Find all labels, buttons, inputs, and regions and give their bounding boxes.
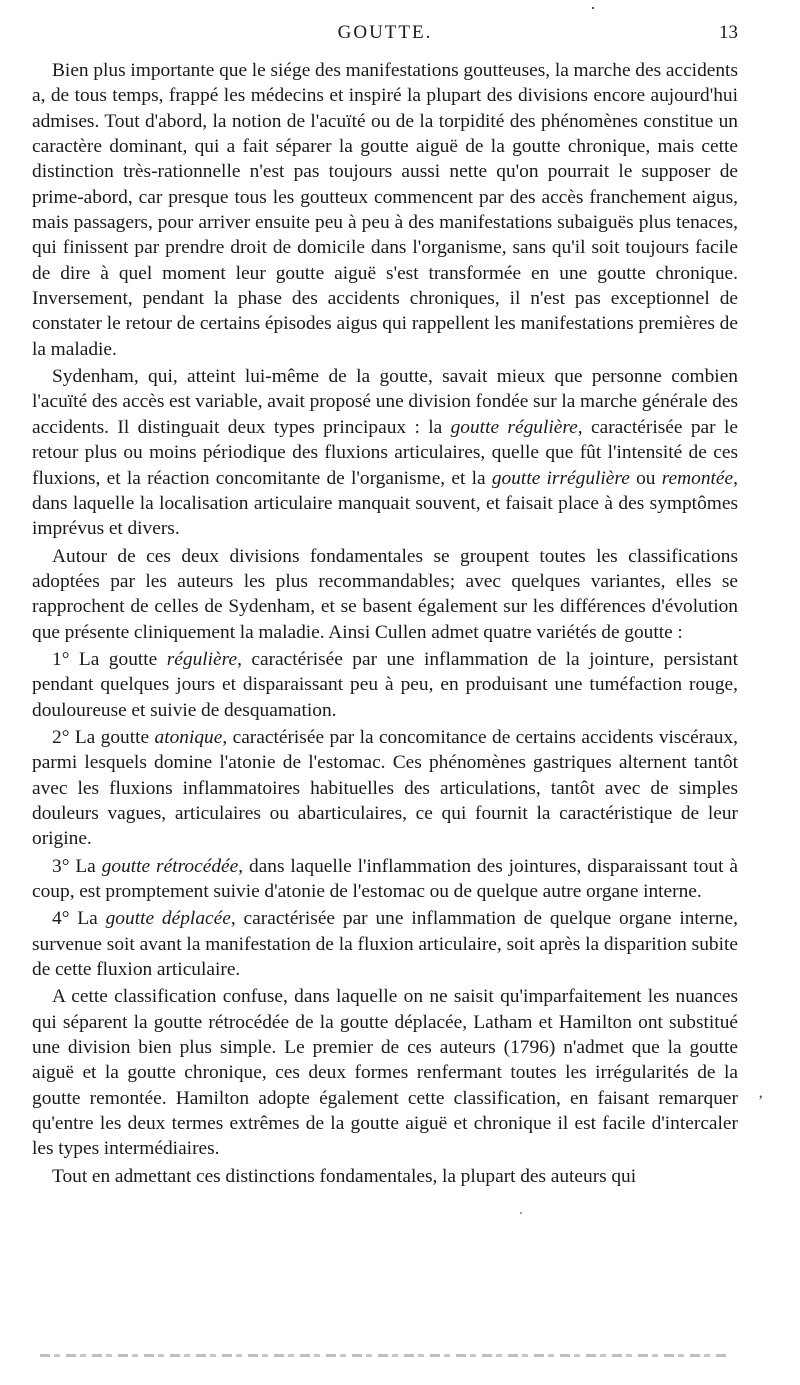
paragraph	[32, 647, 738, 723]
paragraph	[32, 906, 738, 982]
page-number: 13	[719, 22, 738, 43]
running-head	[32, 22, 738, 48]
text-run: , dans laquelle la localisation articulaire manquait souvent, et faisait place à des symptômes imprévus et divers.	[32, 467, 739, 540]
paragraph	[32, 725, 738, 852]
italic-term: goutte déplacée	[105, 908, 231, 930]
text-run: ou	[629, 467, 662, 489]
text-run: , caractérisée par une inflammation de quelque organe interne, survenue soit avant la manifestation de la fluxion articulaire, soit après la disparition subite de cette fluxion articulaire.	[32, 908, 739, 981]
text-run: 2° La goutte	[52, 726, 155, 748]
text-run: Sydenham, qui, atteint lui-même de la goutte, savait mieux que personne combien l'acuïté des accès est variable, avait proposé une division fondée sur la marche générale des accidents. Il distinguait deux types principaux : la	[32, 366, 738, 438]
paragraph	[32, 854, 738, 905]
paragraph	[32, 544, 738, 645]
paragraph	[32, 364, 738, 541]
text-run: , dans laquelle l'inflammation des jointures, disparaissant tout à coup, est promptement suivie d'atonie de l'estomac ou de quelque autre organe interne.	[32, 855, 738, 902]
text-run: , caractérisée par le retour plus ou moins périodique des fluxions articulaires, quelle que fût l'intensité de ces fluxions, et la réaction concomitante de l'organisme, et la	[32, 416, 738, 489]
paragraph	[32, 1164, 738, 1189]
text-run: Tout en admettant ces distinctions fondamentales, la plupart des auteurs qui	[52, 1165, 637, 1187]
running-title: GOUTTE.	[337, 22, 433, 43]
marginal-mark: ʼ	[758, 1093, 764, 1110]
italic-term: goutte régulière	[450, 416, 578, 438]
bleed-through-line	[40, 1354, 730, 1357]
italic-term: remontée	[661, 467, 734, 489]
text-run: Autour de ces deux divisions fondamentales se groupent toutes les classifications adoptées par les auteurs les plus recommandables; avec quelques variantes, elles se rapprochent de celles de Sydenham, et se basent également sur les différences d'évolution que présente cliniquement la maladie. Ainsi Cullen admet quatre variétés de goutte :	[32, 545, 738, 643]
text-run: , caractérisée par la concomitance de certains accidents viscéraux, parmi lesquels domine l'atonie de l'estomac. Ces phénomènes gastriques alternent tantôt avec les fluxions inflammatoires habituelles des articulations, tantôt avec de simples douleurs vagues, articulaires ou abarticulaires, ce qui fournit la caractéristique de leur origine.	[32, 726, 738, 850]
text-run: 4° La	[52, 908, 106, 930]
print-speck	[520, 1212, 522, 1214]
paragraph	[32, 984, 738, 1161]
text-run: 1° La goutte	[52, 648, 167, 670]
italic-term: goutte irrégulière	[491, 467, 630, 489]
paragraph	[32, 58, 738, 362]
body-text	[32, 58, 738, 1189]
book-page	[32, 0, 738, 1385]
italic-term: atonique	[154, 726, 223, 748]
text-run: , caractérisée par une inflammation de la jointure, persistant pendant quelques jours et disparaissant peu à peu, en produisant une tuméfaction rouge, douloureuse et suivie de desquamation.	[32, 648, 738, 721]
text-run: 3° La	[52, 855, 102, 877]
italic-term: régulière	[166, 648, 238, 670]
italic-term: goutte rétrocédée	[101, 855, 239, 877]
text-run: Bien plus importante que le siége des manifestations goutteuses, la marche des accidents a, de tous temps, frappé les médecins et inspiré la plupart des divisions encore aujourd'hui admises. Tout d'abord, la notion de l'acuïté ou de la torpidité des phénomènes constitue un caractère dominant, qui a fait séparer la goutte aiguë de la goutte chronique, mais cette distinction très-rationnelle n'est pas toujours aussi nette qu'on pourrait le supposer de prime-abord, car presque tous les goutteux commencent par des accès franchement aigus, mais passagers, pour arriver ensuite peu à peu à des manifestations subaiguës plus tenaces, qui finissent par prendre droit de domicile dans l'organisme, sans qu'il soit toujours facile de dire à quel moment leur goutte aiguë s'est transformée en une goutte chronique. Inversement, pendant la phase des accidents chroniques, il n'est pas exceptionnel de constater le retour de certains épisodes aigus qui rappellent les manifestations premières de la maladie.	[32, 60, 738, 360]
text-run: A cette classification confuse, dans laquelle on ne saisit qu'imparfaitement les nuances qui séparent la goutte rétrocédée de la goutte déplacée, Latham et Hamilton ont substitué une division bien plus simple. Le premier de ces auteurs (1796) n'admet que la goutte aiguë et la goutte chronique, ces deux formes renfermant toutes les irrégularités de la goutte remontée. Hamilton adopte également cette classification, en faisant remarquer qu'entre les deux termes extrêmes de la goutte aiguë et chronique il est facile d'intercaler les types intermédiaires.	[32, 986, 738, 1160]
